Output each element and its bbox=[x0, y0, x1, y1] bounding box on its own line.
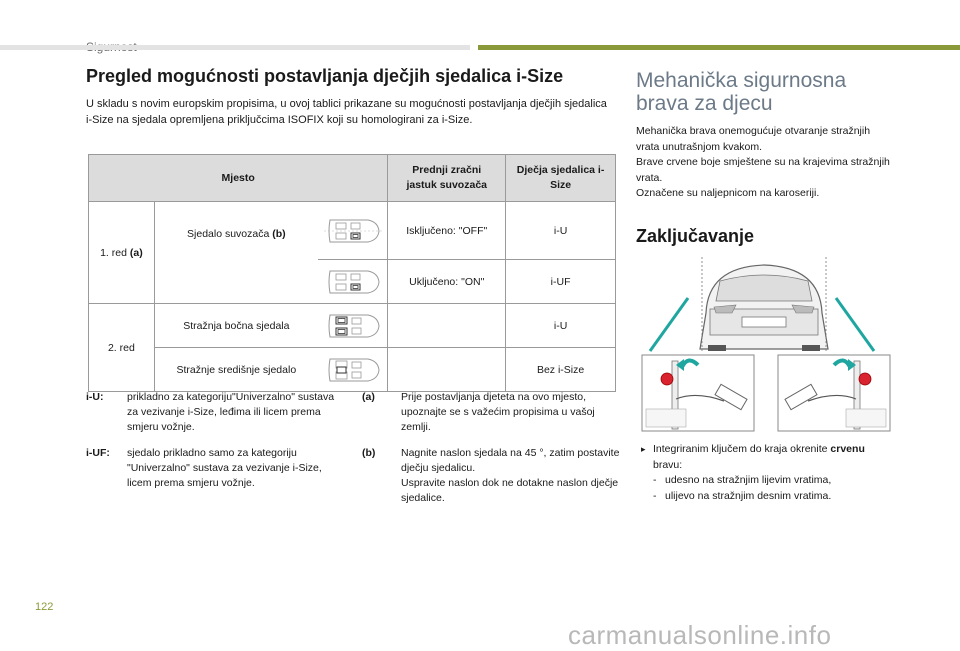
isize-cell: i-U bbox=[506, 202, 616, 260]
note-label-bold: (a) bbox=[362, 391, 375, 403]
car-front-seat-off-icon bbox=[324, 214, 382, 248]
description-paragraph: Mehanička brava onemogućuje otvaranje stražnjih vrata unutrašnjom kvakom. Brave crvene boje smještene su na krajevima stražnjih vrata. Označene su naljepnicom na karoseriji. bbox=[636, 125, 890, 199]
airbag-cell bbox=[388, 304, 506, 348]
seat-cell: Stražnja bočna sjedala bbox=[154, 304, 318, 348]
car-rear-side-seats-icon bbox=[324, 309, 382, 343]
note-label-bold: (b) bbox=[362, 447, 376, 459]
airbag-cell: Isključeno: "OFF" bbox=[388, 202, 506, 260]
isize-cell: i-U bbox=[506, 304, 616, 348]
section-title bbox=[636, 69, 846, 115]
airbag-cell: Uključeno: "ON" bbox=[388, 260, 506, 304]
header-isize: Dječja sjedalica i-Size bbox=[506, 155, 616, 202]
list-item: - ulijevo na stražnjim desnim vratima. bbox=[653, 489, 832, 502]
page-number: 122 bbox=[35, 601, 54, 613]
table-row bbox=[89, 202, 616, 260]
isize-table bbox=[88, 154, 616, 392]
airbag-cell bbox=[388, 348, 506, 392]
section-title-line1: Mehanička sigurnosna bbox=[636, 69, 847, 92]
isize-cell: Bez i-Size bbox=[506, 348, 616, 392]
note-text: Prije postavljanja djeteta na ovo mjesto, upoznajte se s važećim propisima u vašoj zemlji. bbox=[401, 391, 595, 433]
row-label-first bbox=[89, 202, 155, 304]
isize-cell: i-UF bbox=[506, 260, 616, 304]
seat-cell: Stražnje središnje sjedalo bbox=[154, 348, 318, 392]
note-text: Nagnite naslon sjedala na 45 °, zatim postavite dječju sjedalicu. Uspravite naslon dok ne dotakne naslon dječje sjedalice. bbox=[401, 447, 620, 504]
child-lock-illustration bbox=[636, 253, 896, 433]
row-label-second: 2. red bbox=[89, 304, 155, 392]
note-label-bold: i-UF: bbox=[86, 447, 110, 459]
arrow-bullet-icon: ▸ bbox=[641, 444, 646, 454]
subsection-title: Zaključavanje bbox=[636, 226, 755, 246]
bullet-text-post: bravu: bbox=[653, 458, 683, 471]
instruction-bullet bbox=[641, 442, 901, 504]
car-front-seat-on-icon bbox=[324, 265, 382, 299]
note-text: prikladno za kategoriju"Univerzalno" sustava za vezivanje i-Size, leđima ili licem prema smjeru vožnje. bbox=[127, 391, 335, 433]
header-bar-left bbox=[0, 45, 470, 50]
car-rear-icon bbox=[700, 265, 828, 351]
seat-diagram-cell bbox=[318, 202, 388, 260]
list-item: - udesno na stražnjim lijevim vratima, bbox=[653, 474, 832, 486]
header-airbag: Prednji zračni jastuk suvozača bbox=[388, 155, 506, 202]
header-bar-right bbox=[478, 45, 960, 50]
car-rear-center-seat-icon bbox=[324, 353, 382, 387]
section-title-line2: brava za djecu bbox=[636, 92, 773, 115]
table-row bbox=[89, 304, 616, 348]
table-row bbox=[89, 348, 616, 392]
row-label-note: (a) bbox=[129, 246, 143, 259]
seat-diagram-cell bbox=[318, 304, 388, 348]
seat-diagram-cell bbox=[318, 348, 388, 392]
seat-note: (b) bbox=[272, 228, 286, 240]
header-location: Mjesto bbox=[89, 155, 388, 202]
watermark: carmanualsonline.info bbox=[568, 620, 832, 650]
note-label-bold: i-U: bbox=[86, 391, 104, 403]
row-label-text: 1. red bbox=[100, 246, 127, 259]
seat-diagram-cell bbox=[318, 260, 388, 304]
seat-cell bbox=[154, 202, 318, 304]
note-text: sjedalo prikladno samo za kategoriju "Univerzalno" sustava za vezivanje i-Size, licem prema smjeru vožnje. bbox=[127, 447, 322, 489]
page-title: Pregled mogućnosti postavljanja dječjih sjedalica i-Size bbox=[86, 66, 564, 86]
table-header-row bbox=[89, 155, 616, 202]
bullet-text-pre: Integriranim ključem do kraja okrenite bbox=[653, 443, 828, 455]
bullet-text-bold: crvenu bbox=[830, 443, 865, 455]
seat-label: Sjedalo suvozača bbox=[187, 228, 270, 240]
intro-paragraph: U skladu s novim europskim propisima, u ovoj tablici prikazane su mogućnosti postavljanja dječjih sjedalica i-Size na sjedala opremljena priključcima ISOFIX koji su homologirani za i-Size. bbox=[86, 98, 607, 126]
